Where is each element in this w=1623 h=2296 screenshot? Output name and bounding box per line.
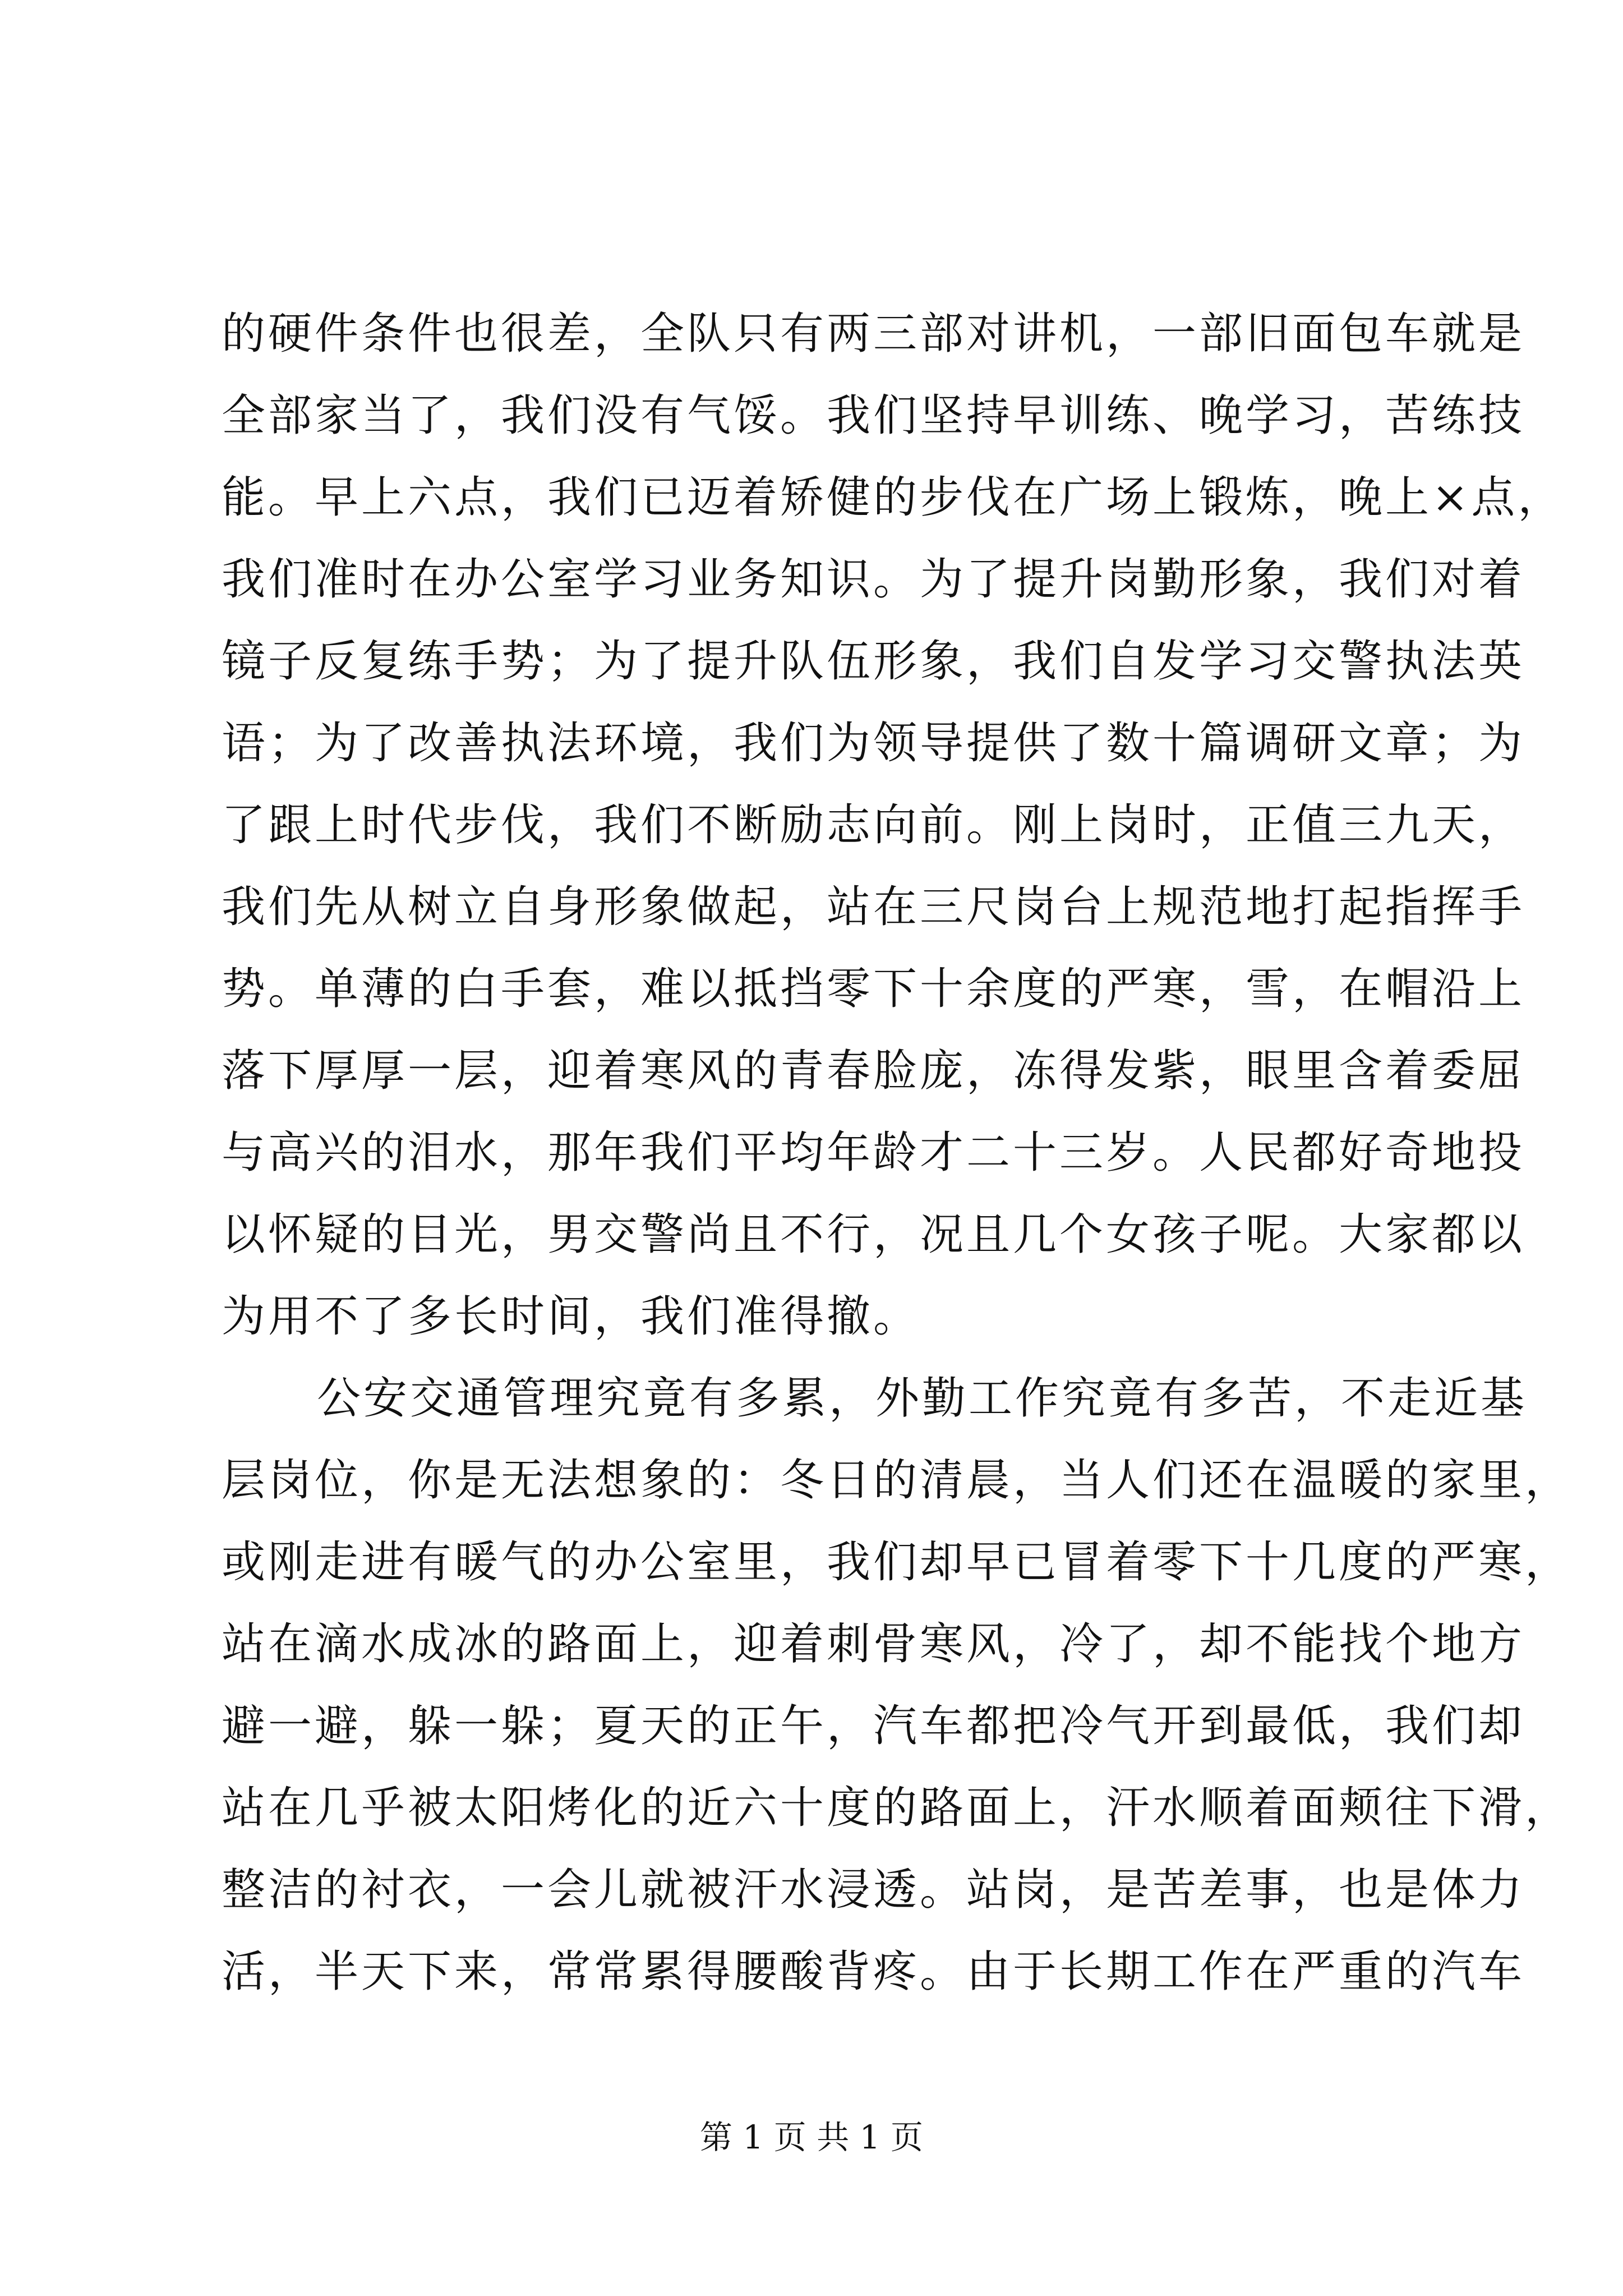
text-line: 站在滴水成冰的路面上，迎着刺骨寒风，冷了，却不能找个地方 [222,1619,1525,1669]
text-line: 我们准时在办公室学习业务知识。为了提升岗勤形象，我们对着 [222,554,1525,605]
text-line: 站在几乎被太阳烤化的近六十度的路面上，汗水顺着面颊往下滑， [222,1783,1572,1833]
document-body [222,293,1572,2013]
text-line: 全部家当了，我们没有气馁。我们坚持早训练、晚学习，苦练技 [222,390,1525,441]
paragraph-1 [222,293,1565,1358]
text-line: 了跟上时代步伐，我们不断励志向前。刚上岗时，正值三九天， [222,800,1525,850]
text-line: 势。单薄的白手套，难以抵挡零下十余度的严寒，雪，在帽沿上 [222,964,1525,1014]
text-line: 与高兴的泪水，那年我们平均年龄才二十三岁。人民都好奇地投 [222,1128,1525,1178]
page-number: 第 1 页 共 1 页 [700,2118,923,2156]
text-line: 层岗位，你是无法想象的：冬日的清晨，当人们还在温暖的家里， [222,1455,1572,1506]
text-line-indented: 公安交通管理究竟有多累，外勤工作究竟有多苦，不走近基 [317,1373,1528,1424]
text-line: 避一避，躲一躲；夏天的正午，汽车都把冷气开到最低，我们却 [222,1701,1525,1751]
text-line: 活，半天下来，常常累得腰酸背疼。由于长期工作在严重的汽车 [222,1947,1525,1997]
paragraph-2 [222,1358,1572,2013]
text-line: 的硬件条件也很差，全队只有两三部对讲机，一部旧面包车就是 [222,309,1525,359]
text-line: 或刚走进有暖气的办公室里，我们却早已冒着零下十几度的严寒， [222,1537,1572,1588]
text-line: 为用不了多长时间，我们准得撤。 [222,1291,920,1342]
text-line: 整洁的衬衣，一会儿就被汗水浸透。站岗，是苦差事，也是体力 [222,1865,1525,1915]
page-footer [0,2115,1623,2160]
text-line: 能。早上六点，我们已迈着矫健的步伐在广场上锻炼，晚上×点， [222,472,1565,523]
text-line: 语；为了改善执法环境，我们为领导提供了数十篇调研文章；为 [222,718,1525,769]
text-line: 以怀疑的目光，男交警尚且不行，况且几个女孩子呢。大家都以 [222,1209,1525,1260]
text-line: 镜子反复练手势；为了提升队伍形象，我们自发学习交警执法英 [222,636,1525,687]
text-line: 我们先从树立自身形象做起，站在三尺岗台上规范地打起指挥手 [222,882,1525,932]
text-line: 落下厚厚一层，迎着寒风的青春脸庞，冻得发紫，眼里含着委屈 [222,1046,1525,1096]
